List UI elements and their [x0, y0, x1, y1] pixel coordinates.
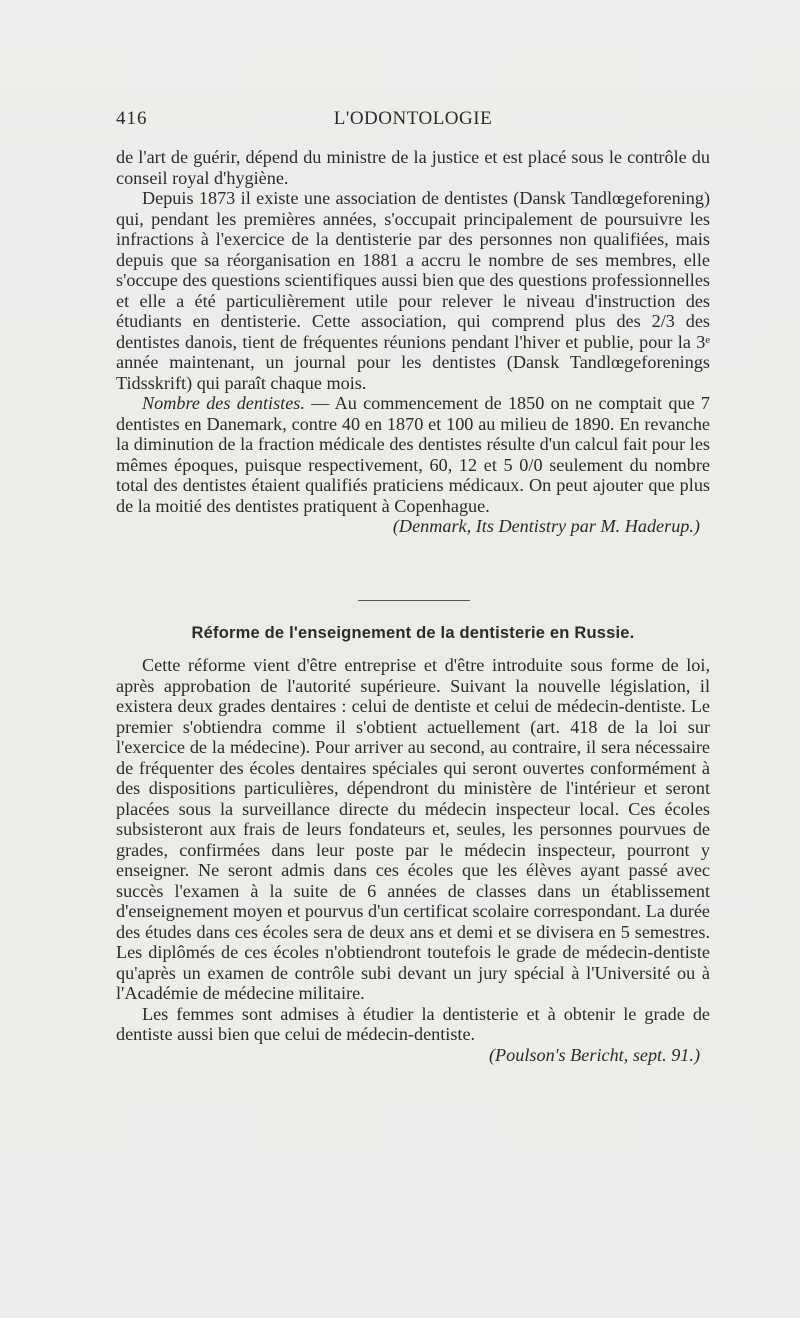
paragraph-body: — Au commencement de 1850 on ne comptait que 7 dentistes en Danemark, contre 40 en 1870 et 100 au milieu de 1890. En revanche la diminution de la fraction médicale des dentistes résulte d'un calcul fait pour les mêmes époques, puisque respectivement, 60, 12 et 5 0/0 seulement du nombre total des dentistes étaient qualifiés praticiens médicaux. On peut ajouter que plus de la moitié des dentistes pratiquent à Copenhague.: [116, 393, 710, 516]
paragraph: [116, 393, 710, 516]
paragraph: de l'art de guérir, dépend du ministre de la justice et est placé sous le contrôle du conseil royal d'hygiène.: [116, 147, 710, 188]
page-header: [116, 108, 710, 132]
running-title: L'ODONTOLOGIE: [333, 108, 493, 129]
russia-section: [116, 655, 710, 1065]
section-divider: [358, 600, 470, 601]
page-number: 416: [116, 108, 148, 129]
denmark-section: [116, 147, 710, 537]
paragraph: Les femmes sont admises à étudier la dentisterie et à obtenir le grade de dentiste aussi bien que celui de médecin-dentiste.: [116, 1003, 710, 1044]
paragraph-lead: Nombre des dentistes.: [142, 393, 305, 413]
section-title: Réforme de l'enseignement de la dentisterie en Russie.: [191, 624, 635, 642]
citation: (Denmark, Its Dentistry par M. Haderup.): [392, 516, 700, 536]
citation: (Poulson's Bericht, sept. 91.): [489, 1044, 700, 1065]
paragraph: Cette réforme vient d'être entreprise et d'être introduite sous forme de loi, après approbation de l'autorité supérieure. Suivant la nouvelle législation, il existera deux grades dentaires : celui de dentiste et celui de médecin-dentiste. Le premier s'obtiendra comme il s'obtient actuellement (art. 418 de la loi sur l'exercice de la médecine). Pour arriver au second, au contraire, il sera nécessaire de fréquenter des écoles dentaires spéciales qui seront ouvertes conformément à des dispositions particulières, dépendront du ministère de l'intérieur et seront placées sous la surveillance directe du médecin inspecteur local. Ces écoles subsisteront aux frais de leurs fondateurs et, seules, les personnes pourvues de grades, confirmées dans leur poste par le médecin inspecteur, pourront y enseigner. Ne seront admis dans ces écoles que les élèves ayant passé avec succès l'examen à la suite de 6 années de classes dans un établissement d'enseignement moyen et pourvus d'un certificat scolaire correspondant. La durée des études dans ces écoles sera de deux ans et demi et se divisera en 5 semestres. Les diplômés de ces écoles n'obtiendront toutefois le grade de médecin-dentiste qu'après un examen de contrôle subi devant un jury spécial à l'Université ou à l'Académie de médecine militaire.: [116, 655, 710, 1003]
paragraph: Depuis 1873 il existe une association de dentistes (Dansk Tandlœgeforening) qui, pendant les premières années, s'occupait principalement de poursuivre les infractions à l'exercice de la dentisterie par des personnes non qualifiées, mais depuis que sa réorganisation en 1881 a accru le nombre de ses membres, elle s'occupe des questions scientifiques aussi bien que des questions professionnelles et elle a été particulièrement utile pour relever le niveau d'instruction des étudiants en dentisterie. Cette association, qui comprend plus des 2/3 des dentistes danois, tient de fréquentes réunions pendant l'hiver et publie, pour la 3ᵉ année maintenant, un journal pour les dentistes (Dansk Tandlœgeforenings Tidsskrift) qui paraît chaque mois.: [116, 188, 710, 393]
